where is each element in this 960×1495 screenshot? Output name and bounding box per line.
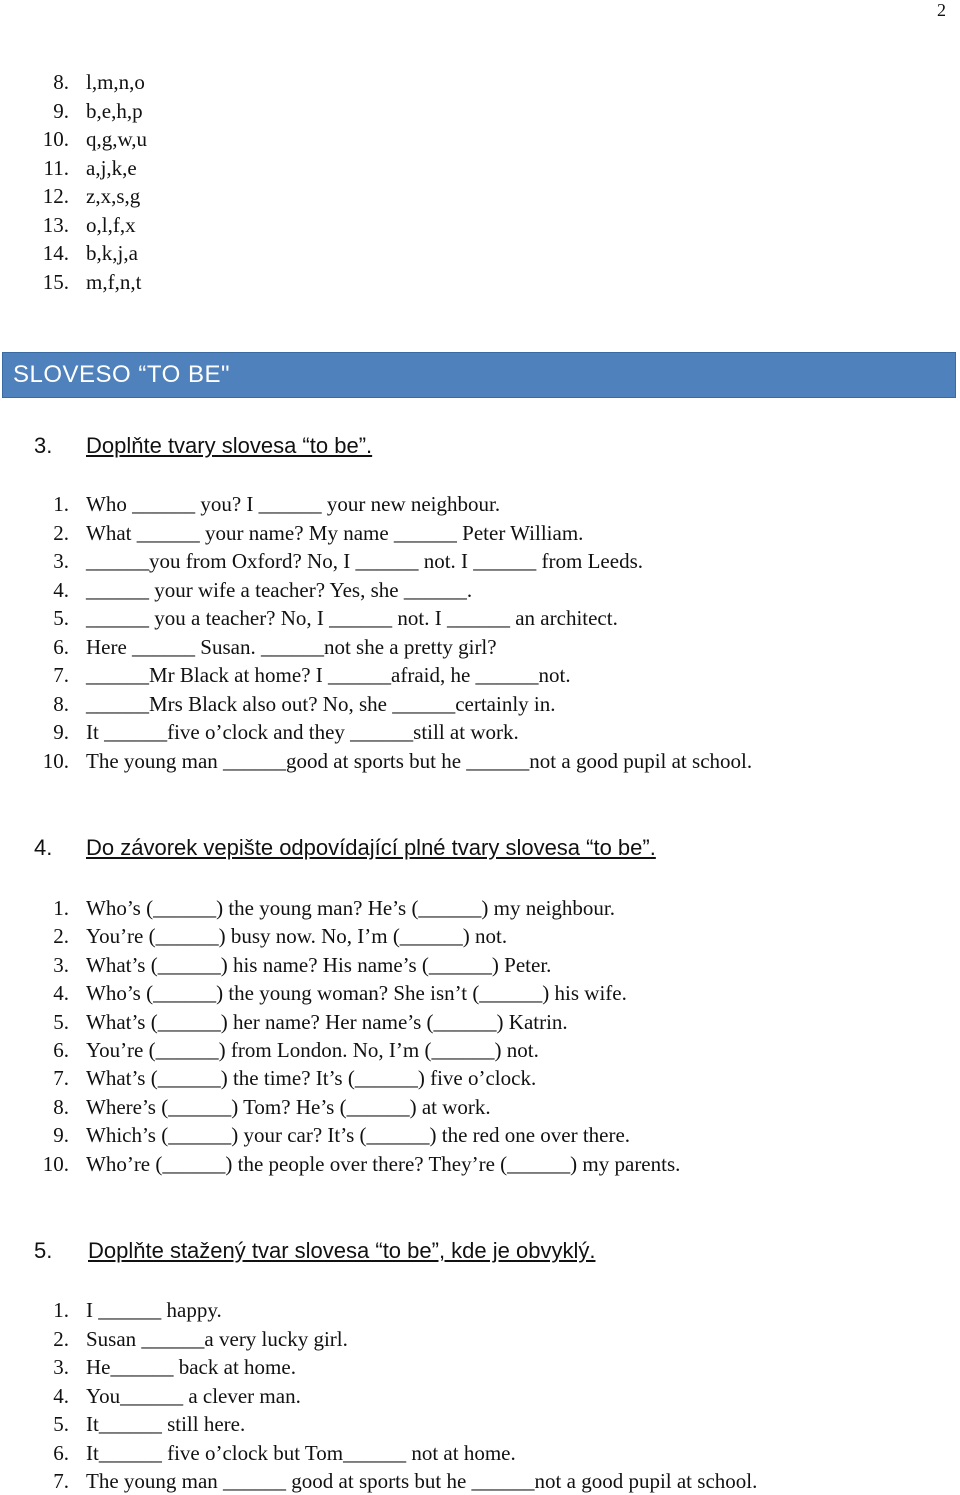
section-banner-title: SLOVESO “TO BE" <box>13 361 230 388</box>
section-banner <box>2 352 956 398</box>
page-number: 2 <box>937 0 946 20</box>
